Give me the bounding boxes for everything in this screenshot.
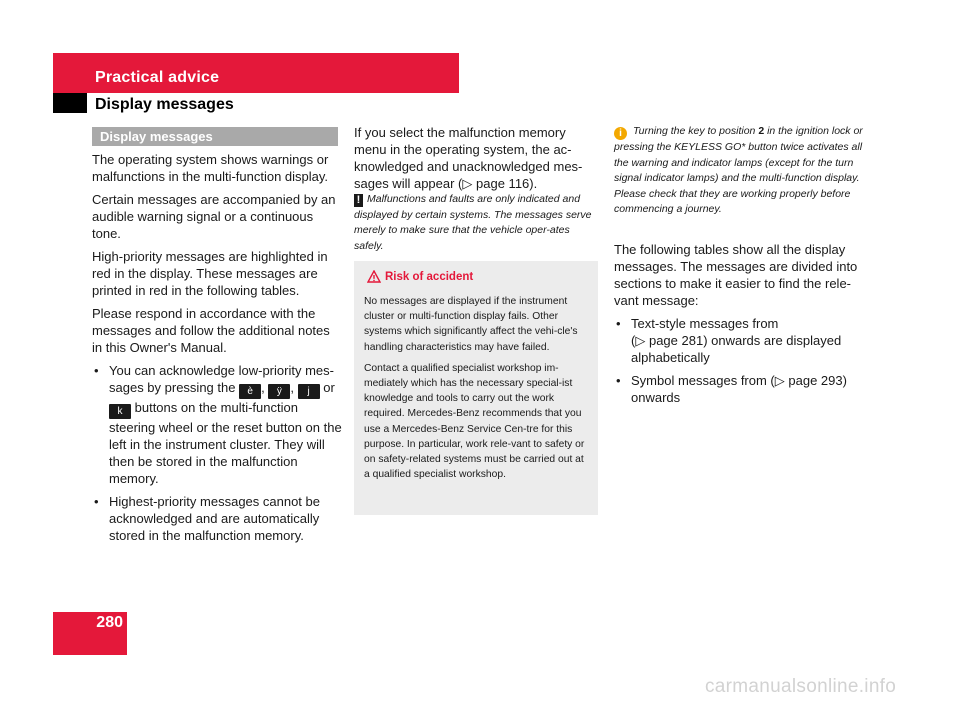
paragraph: If you select the malfunction memory menu in the operating system, the ac-knowledged and unacknowledged mes-sages will appear (▷ page 116). bbox=[354, 125, 583, 191]
warning-box bbox=[354, 261, 598, 515]
paragraph: High-priority messages are highlighted in red in the display. These messages are printed in red in the following tables. bbox=[92, 249, 328, 298]
section-title: Display messages bbox=[100, 129, 213, 144]
note-block: ! Malfunctions and faults are only indicated and displayed by certain systems. The messages serve merely to make sure that the vehicle oper-ates safely. bbox=[354, 193, 592, 252]
paragraph: Certain messages are accompanied by an audible warning signal or a continuous tone. bbox=[92, 192, 336, 241]
section-tab-marker bbox=[53, 93, 87, 113]
column-left bbox=[92, 151, 342, 550]
bullet-list bbox=[614, 315, 864, 406]
watermark: carmanualsonline.info bbox=[705, 676, 897, 697]
info-note: i Turning the key to position 2 in the ignition lock or pressing the KEYLESS GO* button twice activates all the warning and indicator lamps (except for the turn signal indicator lamps) and the multi-function display. Please check that they are working properly before commencing a journey. bbox=[614, 125, 863, 215]
up-button-icon: j bbox=[298, 384, 320, 399]
list-item: • You can acknowledge low-priority mes-sages by pressing the è , ÿ , j or k buttons on the multi-function steering wheel or the reset button on the left in the instrument cluster. They will then be stored in the malfunction memory. bbox=[92, 362, 342, 487]
list-item: • Symbol messages from (▷ page 293) onwards bbox=[614, 372, 864, 406]
display-forward-button-icon: ÿ bbox=[268, 384, 290, 399]
page-ref-arrow-icon: ▷ bbox=[635, 333, 646, 348]
page-ref-arrow-icon: ▷ bbox=[462, 176, 473, 191]
section-heading: Display messages bbox=[95, 96, 234, 113]
paragraph: Please respond in accordance with the messages and follow the additional notes in this Owner's Manual. bbox=[92, 306, 330, 355]
paragraph: The following tables show all the display messages. The messages are divided into sections to make it easier to find the rele-vant message: bbox=[614, 242, 858, 308]
bullet-list bbox=[92, 362, 342, 544]
page-ref-arrow-icon: ▷ bbox=[774, 373, 785, 388]
warning-body bbox=[364, 294, 590, 488]
chapter-title: Practical advice bbox=[95, 69, 220, 86]
warning-title: Risk of accident bbox=[385, 271, 474, 283]
column-middle bbox=[354, 124, 599, 198]
paragraph: The operating system shows warnings or malfunctions in the multi-function display. bbox=[92, 152, 329, 184]
display-back-button-icon: è bbox=[239, 384, 261, 399]
list-item: • Text-style messages from (▷ page 281) onwards are displayed alphabetically bbox=[614, 315, 864, 366]
ignition-position: 2 bbox=[758, 125, 765, 137]
column-right bbox=[614, 241, 864, 412]
list-item: • Highest-priority messages cannot be acknowledged and are automatically stored in the malfunction memory. bbox=[92, 493, 342, 544]
down-button-icon: k bbox=[109, 404, 131, 419]
page-number: 280 bbox=[96, 614, 123, 631]
paragraph: Contact a qualified specialist workshop im-mediately which has the necessary special-ist knowledge and tools to carry out the work required. Mercedes-Benz recommends that you use a Mercedes-Benz Service Cen-tre for this purpose. In particular, work rele-vant to safety or on safety-related systems must be carried out at a qualified specialist workshop. bbox=[364, 362, 585, 481]
exclamation-icon: ! bbox=[354, 194, 363, 207]
paragraph: No messages are displayed if the instrument cluster or multi-function display fails. Other systems which significantly affect the vehi-cle's handling characteristics may have failed. bbox=[364, 296, 578, 353]
info-icon: i bbox=[614, 127, 627, 140]
